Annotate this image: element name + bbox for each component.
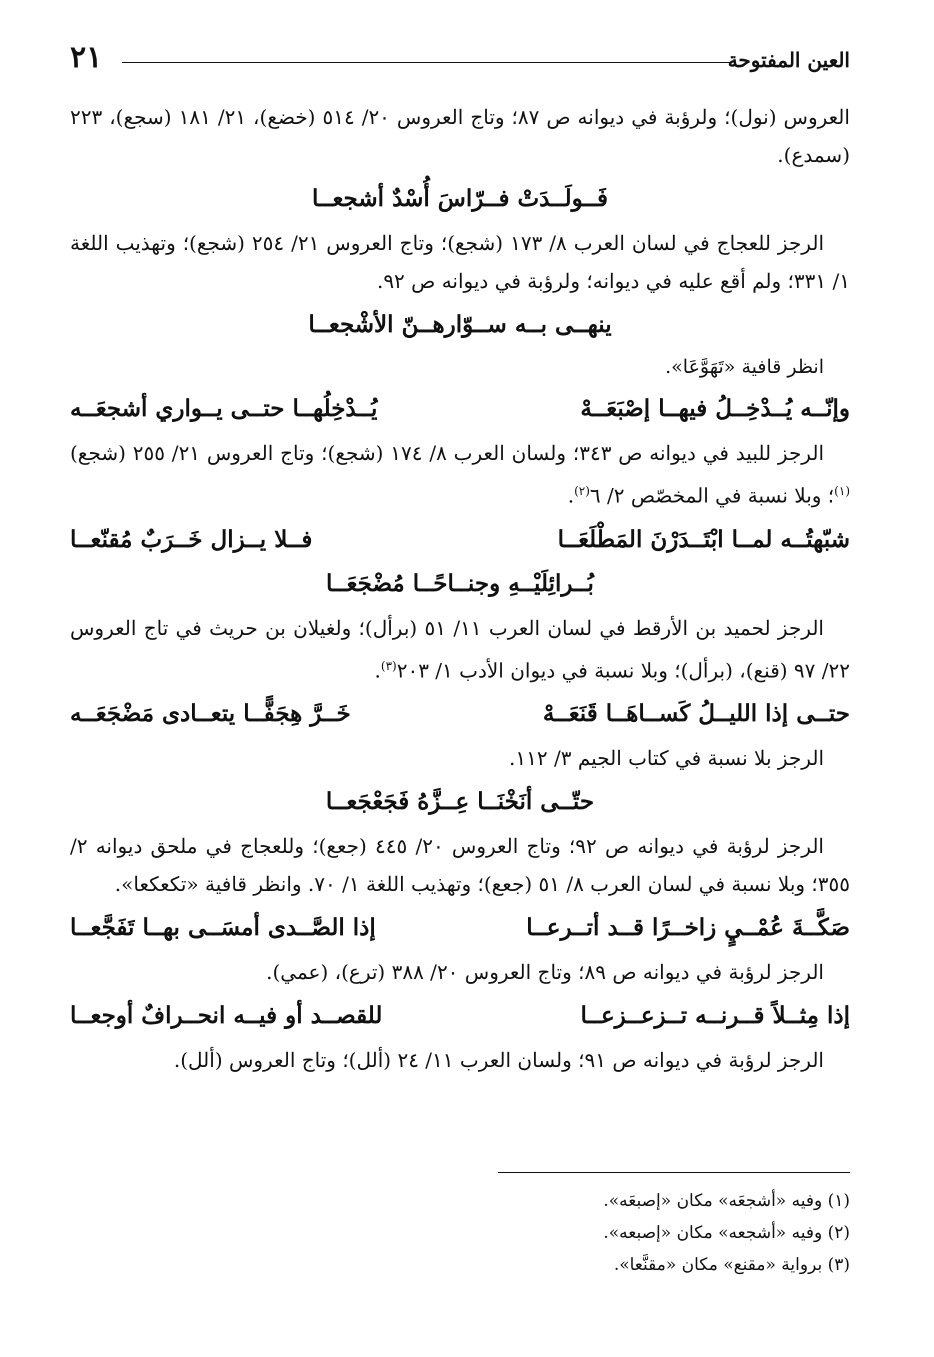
page-header — [70, 40, 850, 80]
paragraph: انظر قافية «تَهَوَّعَا». — [665, 356, 824, 378]
paragraph: الرجز للعجاج في لسان العرب ٨/ ١٧٣ (شجع)؛ وتاج العروس ٢١/ ٢٥٤ (شجع)؛ وتهذيب اللغة ١/ ٣٣١؛ ولم أقع عليه في ديوانه؛ ولرؤبة في ديوانه ص ٩٢. — [70, 231, 850, 293]
verse-second-hemistich: فــلا يــزال خَــرَبٌ مُقنّعــا — [70, 525, 313, 553]
verse-line: ينهــى بــه ســوّارهــنّ الأشْجعــا — [308, 311, 612, 338]
paragraph: الرجز لرؤبة في ديوانه ص ٨٩؛ وتاج العروس ٢٠/ ٣٨٨ (ترع)، (عمي). — [266, 960, 824, 985]
paragraph: الرجز لرؤبة في ديوانه ص ٩١؛ ولسان العرب ١١/ ٢٤ (ألل)؛ وتاج العروس (ألل). — [173, 1048, 824, 1073]
footnote: (٢) وفيه «أشجعه» مكان «إصبعه». — [603, 1223, 850, 1243]
paragraph-text: الرجز للبيد في ديوانه ص ٣٤٣؛ ولسان العرب ٨/ ١٧٤ (شجع)؛ وتاج العروس ٢١/ ٢٥٥ (شجع) — [70, 441, 824, 465]
header-rule — [122, 62, 732, 63]
verse-couplet — [70, 390, 850, 428]
verse-first-hemistich: وإنّــه يُــدْخِــلُ فيهــا إصْبَعَــهْ — [580, 395, 850, 422]
paragraph-text: الرجز لحميد بن الأرقط في لسان العرب ١١/ ٥١ (برأل)؛ ولغيلان بن حريث في تاج العروس ٢٢/ ٩٧ (قنع)، (برأل)؛ وبلا نسبة في ديوان الأدب ١/ ٢٠٣ — [70, 615, 850, 683]
footnote-ref[interactable]: (٣) — [380, 658, 397, 673]
footnote-ref[interactable]: (١) — [834, 484, 850, 498]
verse-couplet — [70, 997, 850, 1035]
paragraph-text: ؛ وبلا نسبة في المخصّص ٢/ ٦ — [589, 483, 835, 508]
paragraph — [70, 434, 850, 515]
footnote: (٣) برواية «مقنع» مكان «مقنَّعا». — [613, 1255, 850, 1275]
verse-couplet — [70, 909, 850, 947]
verse-couplet — [70, 521, 850, 559]
verse-second-hemistich: خَــرَّ هِجَفًّــا يتعــادى مَضْجَعَــه — [70, 700, 351, 728]
verse-second-hemistich: إذا الصَّــدى أمسَــى بهــا تَفَجَّعــا — [70, 914, 376, 942]
verse-line: بُــرائِلَيْــهِ وجنــاحًــا مُضْجَعَــا — [326, 569, 594, 597]
paragraph-text: . — [374, 658, 381, 683]
paragraph: العروس (نول)؛ ولرؤبة في ديوانه ص ٨٧؛ وتاج العروس ٢٠/ ٥١٤ (خضع)، ٢١/ ١٨١ (سجع)، ٢٢٣ (سمدع). — [70, 105, 850, 167]
footnote-rule — [498, 1172, 850, 1173]
verse-couplet — [70, 695, 850, 733]
page-body — [70, 98, 850, 1079]
verse-line: حتّــى أنَخْنَــا عِــزَّهُ فَجَعْجَعــا — [325, 788, 595, 816]
paragraph: الرجز بلا نسبة في كتاب الجيم ٣/ ١١٢. — [509, 746, 824, 771]
paragraph — [70, 609, 850, 690]
paragraph: الرجز لرؤبة في ديوانه ص ٩٢؛ وتاج العروس ٢٠/ ٤٤٥ (جعع)؛ وللعجاج في ملحق ديوانه ٢/ ٣٥٥؛ وبلا نسبة في لسان العرب ٨/ ٥١ (جعع)؛ وتهذيب اللغة ١/ ٧٠. وانظر قافية «تكعكعا». — [70, 834, 850, 897]
verse-first-hemistich: حتــى إذا الليــلُ كَســاهَــا قَنَعَــهْ — [542, 700, 850, 728]
footnote: (١) وفيه «أشجعَه» مكان «إصبعَه». — [603, 1191, 850, 1211]
footnote-ref[interactable]: (٢) — [574, 484, 590, 498]
verse-second-hemistich: يُــدْخِلُهــا حتــى يــواري أشجعَــه — [70, 395, 378, 422]
verse-first-hemistich: صَكَّــةَ عُمْــيٍ زاخــرًا قــد أتــرعــا — [526, 914, 850, 942]
verse-first-hemistich: إذا مِثــلاً قــرنــه تــزعــزعــا — [580, 1002, 850, 1030]
verse-second-hemistich: للقصــد أو فيــه انحــرافٌ أوجعــا — [70, 1002, 383, 1030]
book-page — [70, 0, 850, 1357]
running-title: العين المفتوحة — [727, 48, 850, 72]
paragraph-text: . — [567, 483, 575, 508]
page-number: ٢١ — [70, 40, 103, 75]
footnotes-section — [70, 1172, 850, 1281]
verse-line: فَــولَــدَتْ فــرّاسَ أُسْدٌ أشجعــا — [311, 185, 609, 212]
verse-first-hemistich: شبّهتُــه لمــا ابْتَــدَرْنَ المَطْلَعَــا — [557, 525, 850, 553]
